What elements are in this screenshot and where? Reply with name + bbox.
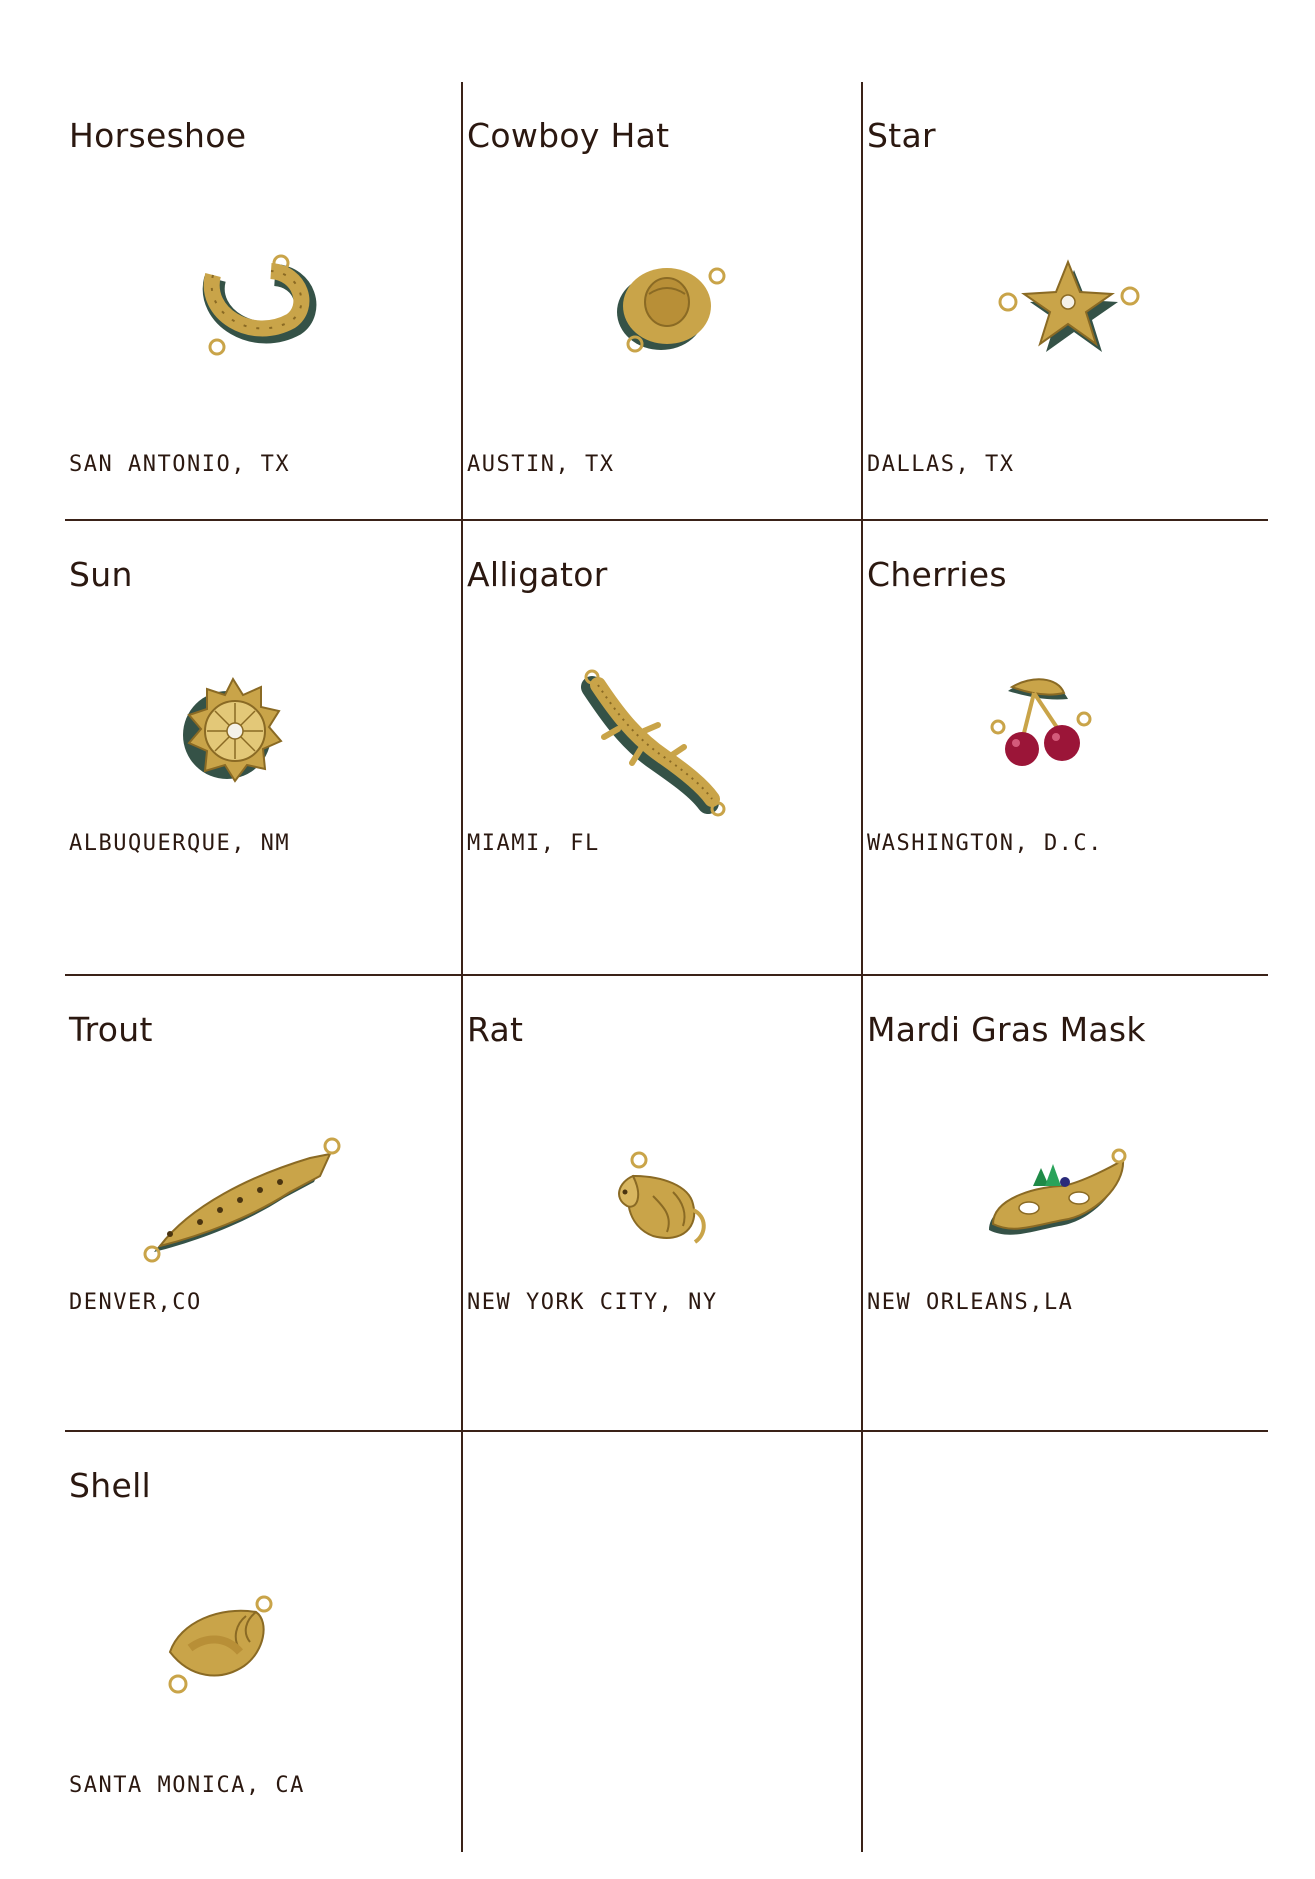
charm-location: NEW ORLEANS,LA [867, 1290, 1074, 1315]
charm-location: SANTA MONICA, CA [69, 1773, 305, 1798]
shell-charm-icon [160, 1592, 280, 1702]
charm-card-star [863, 82, 1268, 519]
charm-title: Star [867, 116, 936, 155]
sun-charm-icon [173, 671, 293, 791]
charm-card-cowboy-hat [463, 82, 861, 519]
charm-location: SAN ANTONIO, TX [69, 452, 291, 477]
charm-title: Shell [69, 1466, 152, 1505]
charm-title: Alligator [467, 555, 608, 594]
trout-charm-icon [140, 1136, 340, 1266]
charm-title: Horseshoe [69, 116, 247, 155]
empty-cell [863, 1432, 1268, 1852]
mardi-gras-mask-charm-icon [983, 1146, 1133, 1246]
charm-location: NEW YORK CITY, NY [467, 1290, 718, 1315]
charm-grid [65, 82, 1268, 1852]
alligator-charm-icon [578, 671, 728, 821]
charm-location: ALBUQUERQUE, NM [69, 831, 291, 856]
charm-card-cherries [863, 521, 1268, 974]
charm-title: Rat [467, 1010, 524, 1049]
charm-card-horseshoe [65, 82, 461, 519]
charm-card-shell [65, 1432, 461, 1852]
empty-cell [463, 1432, 861, 1852]
charm-card-trout [65, 976, 461, 1430]
star-charm-icon [988, 250, 1148, 360]
charm-card-alligator [463, 521, 861, 974]
charm-title: Sun [69, 555, 133, 594]
charm-card-rat [463, 976, 861, 1430]
charm-location: DENVER,CO [69, 1290, 202, 1315]
cowboy-hat-charm-icon [613, 252, 733, 362]
charm-location: DALLAS, TX [867, 452, 1015, 477]
charm-title: Cowboy Hat [467, 116, 670, 155]
charm-title: Trout [69, 1010, 153, 1049]
charm-card-mardi-gras-mask [863, 976, 1268, 1430]
charm-title: Cherries [867, 555, 1007, 594]
horseshoe-charm-icon [195, 247, 325, 367]
charm-title: Mardi Gras Mask [867, 1010, 1146, 1049]
charm-card-sun [65, 521, 461, 974]
charm-location: MIAMI, FL [467, 831, 600, 856]
cherries-charm-icon [988, 671, 1098, 791]
charm-location: WASHINGTON, D.C. [867, 831, 1103, 856]
rat-charm-icon [603, 1146, 713, 1256]
charm-location: AUSTIN, TX [467, 452, 615, 477]
